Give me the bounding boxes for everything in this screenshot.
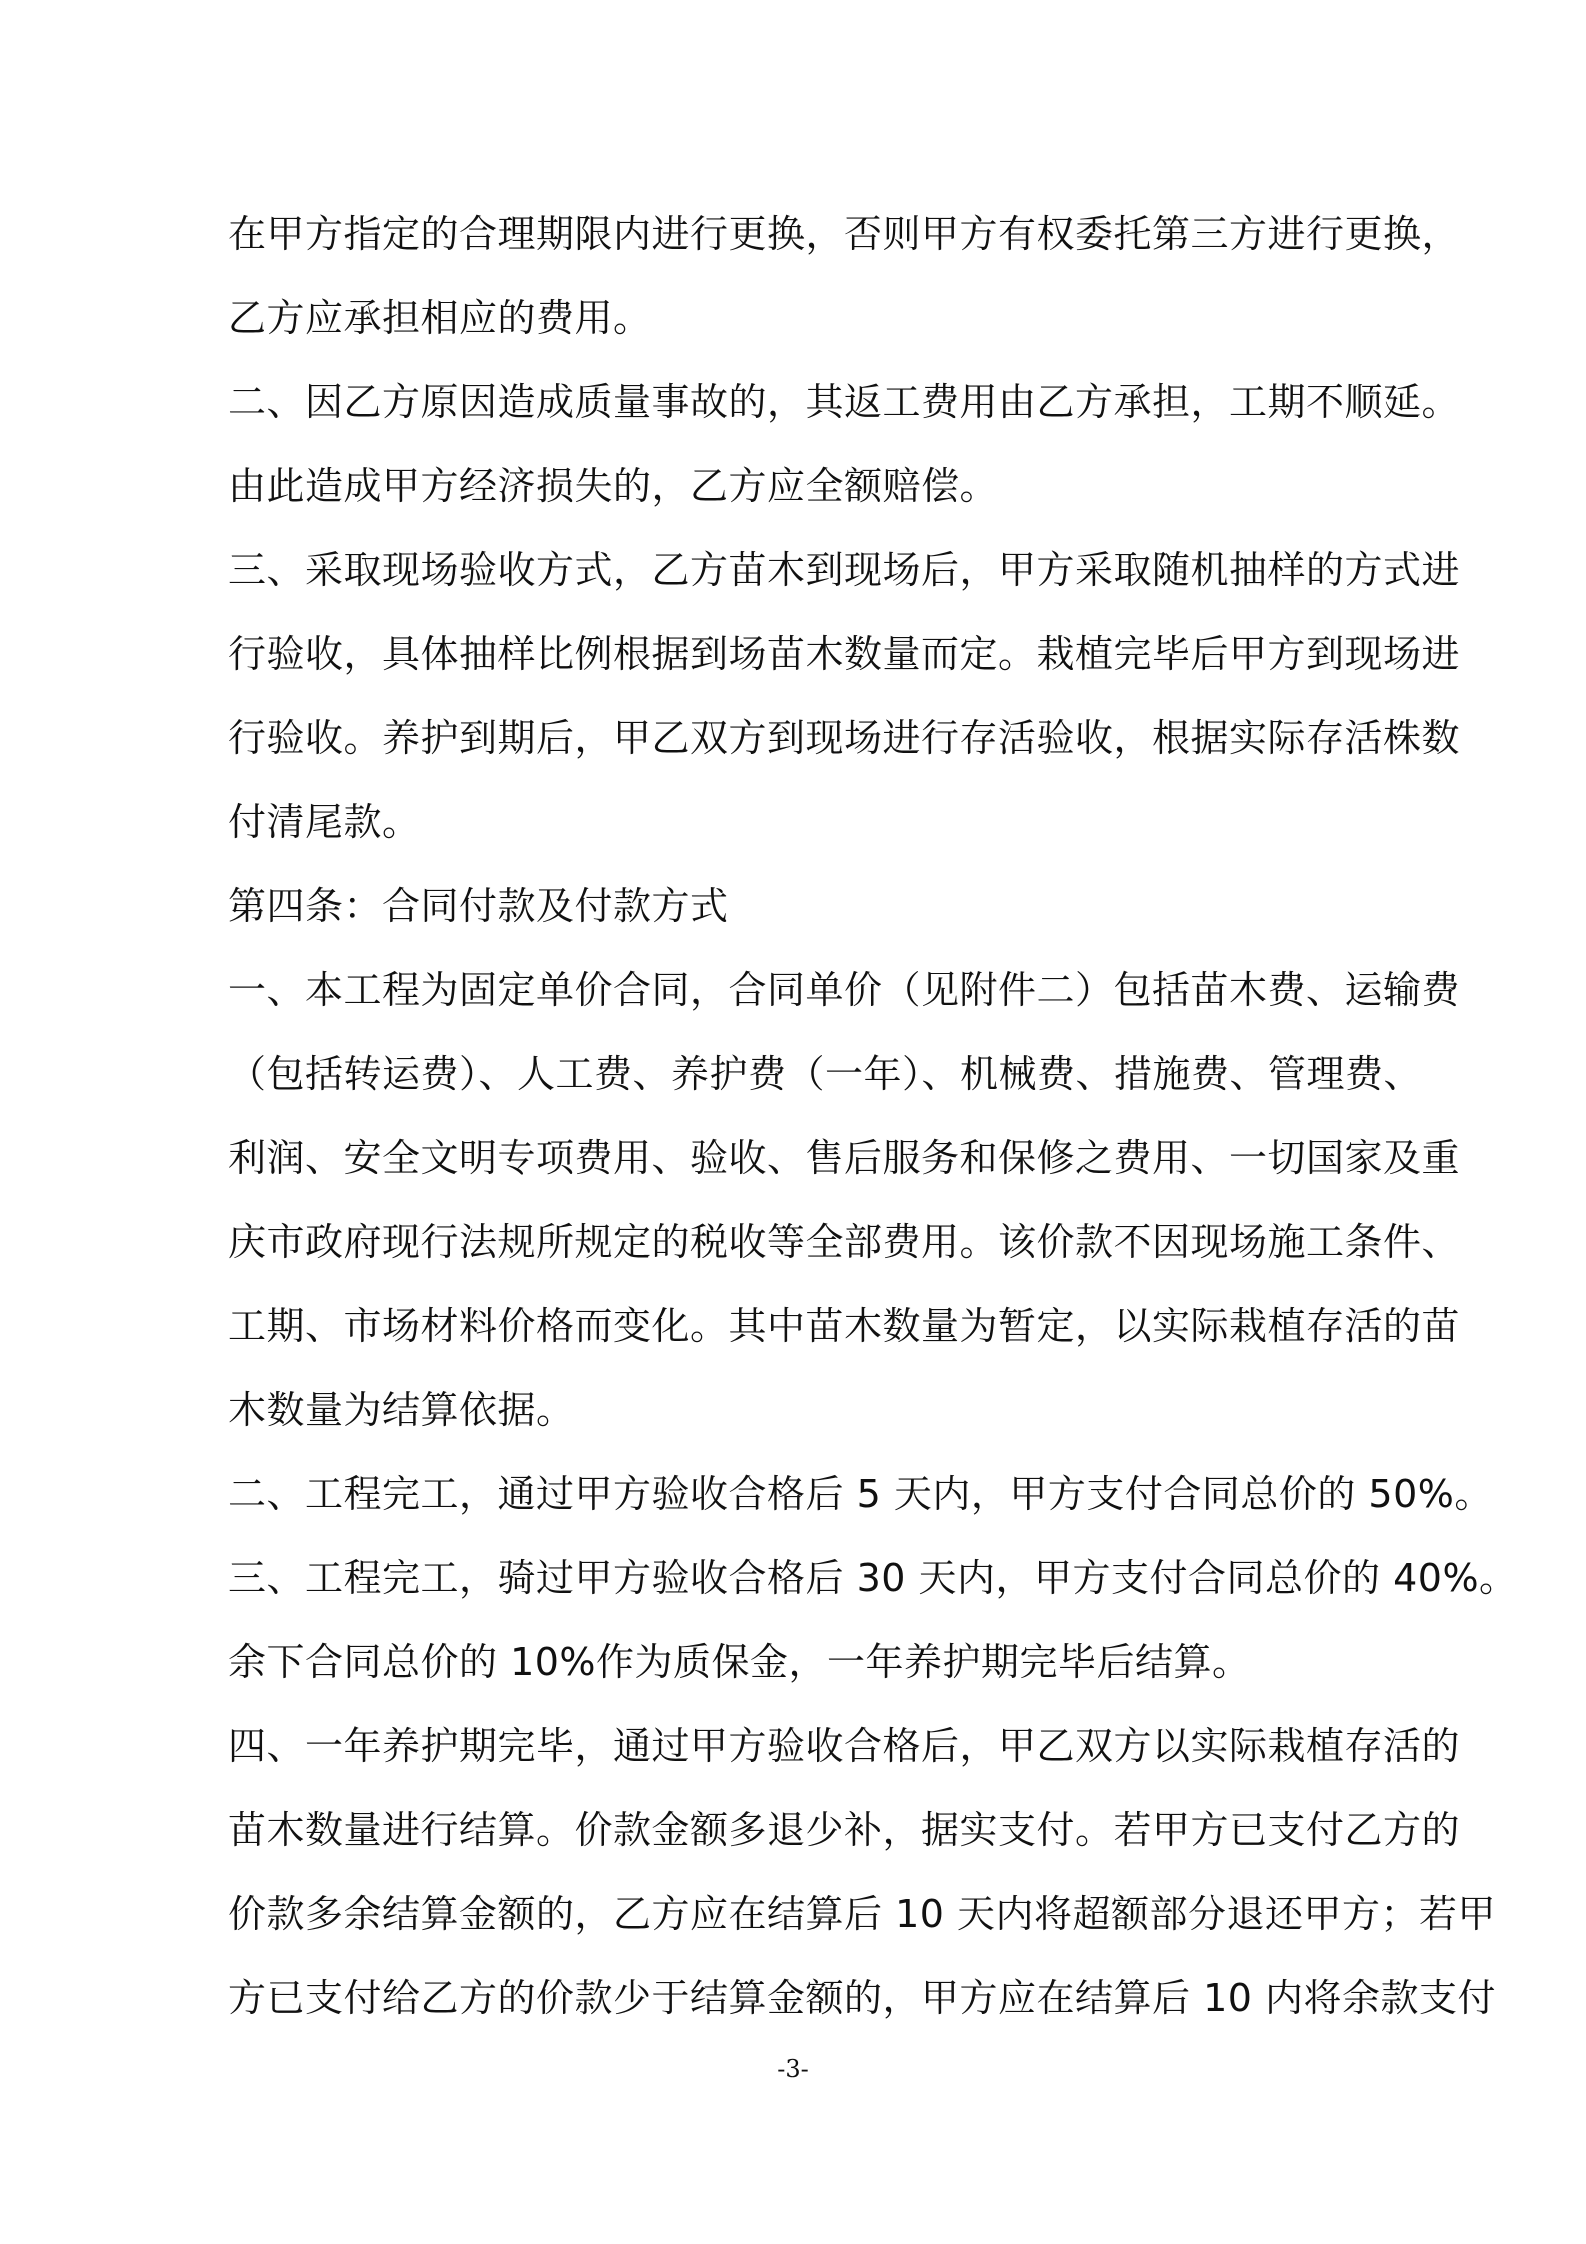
- page-number: -3-: [777, 2055, 809, 2083]
- text-line: 价款多余结算金额的，乙方应在结算后 10 天内将超额部分退还甲方；若甲: [228, 1892, 1497, 1936]
- text-line: 庆市政府现行法规所规定的税收等全部费用。该价款不因现场施工条件、: [228, 1220, 1461, 1264]
- text-line: （包括转运费）、人工费、养护费（一年）、机械费、措施费、管理费、: [228, 1052, 1423, 1096]
- text-line: 二、工程完工，通过甲方验收合格后 5 天内，甲方支付合同总价的 50%。: [228, 1472, 1493, 1516]
- text-line: 二、因乙方原因造成质量事故的，其返工费用由乙方承担，工期不顺延。: [228, 380, 1461, 424]
- text-line: 行验收。养护到期后，甲乙双方到现场进行存活验收，根据实际存活株数: [228, 716, 1461, 760]
- text-line: 三、采取现场验收方式，乙方苗木到现场后，甲方采取随机抽样的方式进: [228, 548, 1461, 592]
- text-line: 三、工程完工，骑过甲方验收合格后 30 天内，甲方支付合同总价的 40%。: [228, 1556, 1518, 1600]
- text-line: 在甲方指定的合理期限内进行更换，否则甲方有权委托第三方进行更换，: [228, 212, 1461, 256]
- text-line: 一、本工程为固定单价合同，合同单价（见附件二）包括苗木费、运输费: [228, 968, 1461, 1012]
- text-line: 乙方应承担相应的费用。: [228, 296, 652, 340]
- text-line: 余下合同总价的 10%作为质保金，一年养护期完毕后结算。: [228, 1640, 1251, 1684]
- text-line: 工期、市场材料价格而变化。其中苗木数量为暂定，以实际栽植存活的苗: [228, 1304, 1461, 1348]
- document-body: [228, 192, 1518, 2040]
- text-line: 方已支付给乙方的价款少于结算金额的，甲方应在结算后 10 内将余款支付: [228, 1976, 1497, 2020]
- text-line: 由此造成甲方经济损失的，乙方应全额赔偿。: [228, 464, 999, 508]
- text-line: 四、一年养护期完毕，通过甲方验收合格后，甲乙双方以实际栽植存活的: [228, 1724, 1461, 1768]
- text-line: 付清尾款。: [228, 800, 421, 844]
- text-line: 利润、安全文明专项费用、验收、售后服务和保修之费用、一切国家及重: [228, 1136, 1461, 1180]
- text-line: 木数量为结算依据。: [228, 1388, 575, 1432]
- text-line: 苗木数量进行结算。价款金额多退少补，据实支付。若甲方已支付乙方的: [228, 1808, 1461, 1852]
- text-line: 行验收，具体抽样比例根据到场苗木数量而定。栽植完毕后甲方到现场进: [228, 632, 1461, 676]
- section-heading: 第四条：合同付款及付款方式: [228, 884, 729, 928]
